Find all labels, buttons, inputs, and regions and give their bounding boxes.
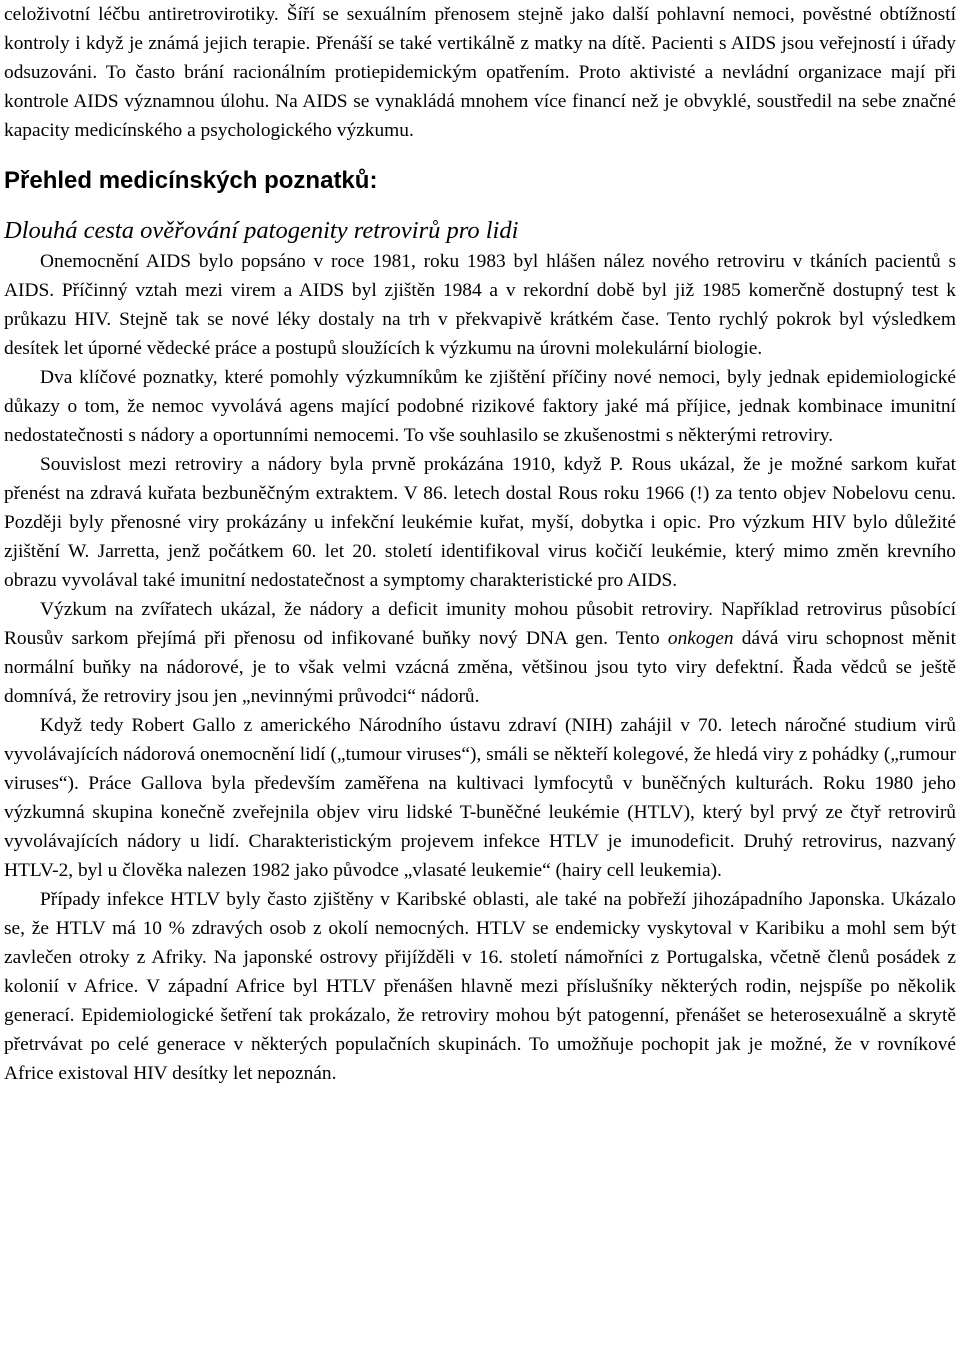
document-page [4, 0, 956, 1088]
paragraph-key-findings: Dva klíčové poznatky, které pomohly výzkumníkům ke zjištění příčiny nové nemoci, byly jednak epidemiologické důkazy o tom, že nemoc vyvolává agens mající podobné rizikové faktory jaké má příjice, jednak kombinace imunitní nedostatečnosti s nádory a oportunními nemocemi. To vše souhlasilo se zkušenostmi s některými retroviry. [4, 366, 956, 446]
paragraph-animal-research-text-1: Výzkum na zvířatech ukázal, že nádory a deficit imunity mohou působit retroviry. Například retrovirus působící Rousův sarkom přejímá při přenosu od infikované buňky nový DNA gen. Tento [4, 598, 956, 649]
paragraph-animal-research-text-2: dává viru schopnost měnit normální buňky na nádorové, je to však velmi vzácná změna, většinou jsou tyto viry defektní. Řada vědců se ještě domnívá, že retroviry jsou jen „nevinnými průvodci“ nádorů. [4, 627, 956, 707]
paragraph-aids-history: Onemocnění AIDS bylo popsáno v roce 1981, roku 1983 byl hlášen nález nového retroviru v tkáních pacientů s AIDS. Příčinný vztah mezi virem a AIDS byl zjištěn 1984 a v rekordní době byl již 1985 komerčně dostupný test k průkazu HIV. Stejně tak se nové léky dostaly na trh v překvapivě krátkém čase. Tento rychlý pokrok byl výsledkem desítek let úporné vědecké práce a postupů sloužících k výzkumu na úrovni molekulární biologie. [4, 250, 956, 359]
paragraph-retroviruses-tumours: Souvislost mezi retroviry a nádory byla prvně prokázána 1910, když P. Rous ukázal, že je možné sarkom kuřat přenést na zdravá kuřata bezbuněčným extraktem. V 86. letech dostal Rous roku 1966 (!) za tento objev Nobelovu cenu. Později byly přenosné viry prokázány u infekční leukémie kuřat, myší, dobytka i opic. Pro výzkum HIV bylo důležité zjištění W. Jarretta, jenž počátkem 60. let 20. století identifikoval virus kočičí leukémie, který mimo změn krevního obrazu vyvolával také imunitní nedostatečnost a symptomy charakteristické pro AIDS. [4, 453, 956, 591]
term-onkogen: onkogen [667, 627, 734, 649]
section-subheading: Dlouhá cesta ověřování patogenity retrovirů pro lidi [4, 216, 519, 244]
paragraph-animal-research [4, 595, 956, 711]
paragraph-htlv-cases: Případy infekce HTLV byly často zjištěny v Karibské oblasti, ale také na pobřeží jihozápadního Japonska. Ukázalo se, že HTLV má 10 % zdravých osob z okolí nemocných. HTLV se endemicky vyskytoval v Karibiku a mohl sem být zavlečen otroky z Afriky. Na japonské ostrovy přijížděli v 16. století námořníci z Portugalska, včetně členů posádek z kolonií v Africe. V západní Africe byl HTLV přenášen hlavně mezi příslušníky některých rodin, nejspíše po několik generací. Epidemiologické šetření tak prokázalo, že retroviry mohou být patogenní, přenášet se heterosexuálně a skrytě přetrvávat po celé generace v některých populačních skupinách. To umožňuje pochopit jak je možné, že v rovníkové Africe existoval HIV desítky let nepoznán. [4, 888, 956, 1084]
section-heading: Přehled medicínských poznatků: [4, 167, 378, 194]
paragraph-gallo-research: Když tedy Robert Gallo z amerického Národního ústavu zdraví (NIH) zahájil v 70. letech náročné studium virů vyvolávajících nádorová onemocnění lidí („tumour viruses“), smáli se někteří kolegové, že hledá viry z pohádky („rumour viruses“). Práce Gallova byla především zaměřena na kultivaci lymfocytů v buněčných kulturách. Roku 1980 jeho výzkumná skupina konečně zveřejnila objev viru lidské T-buněčné leukémie (HTLV), který byl prvý ze čtyř retrovirů vyvolávajících nádory u lidí. Charakteristickým projevem infekce HTLV je imunodeficit. Druhý retrovirus, nazvaný HTLV-2, byl u člověka nalezen 1982 jako původce „vlasaté leukemie“ (hairy cell leukemia). [4, 714, 956, 881]
intro-paragraph: celoživotní léčbu antiretrovirotiky. Šíří se sexuálním přenosem stejně jako další pohlavní nemoci, pověstné obtížností kontroly i když je známá jejich terapie. Přenáší se také vertikálně z matky na dítě. Pacienti s AIDS jsou veřejností i úřady odsuzováni. To často brání racionálním protiepidemickým opatřením. Proto aktivisté a nevládní organizace mají při kontrole AIDS významnou úlohu. Na AIDS se vynakládá mnohem více financí než je obvyklé, soustředil na sebe značné kapacity medicínského a psychologického výzkumu. [4, 4, 956, 141]
